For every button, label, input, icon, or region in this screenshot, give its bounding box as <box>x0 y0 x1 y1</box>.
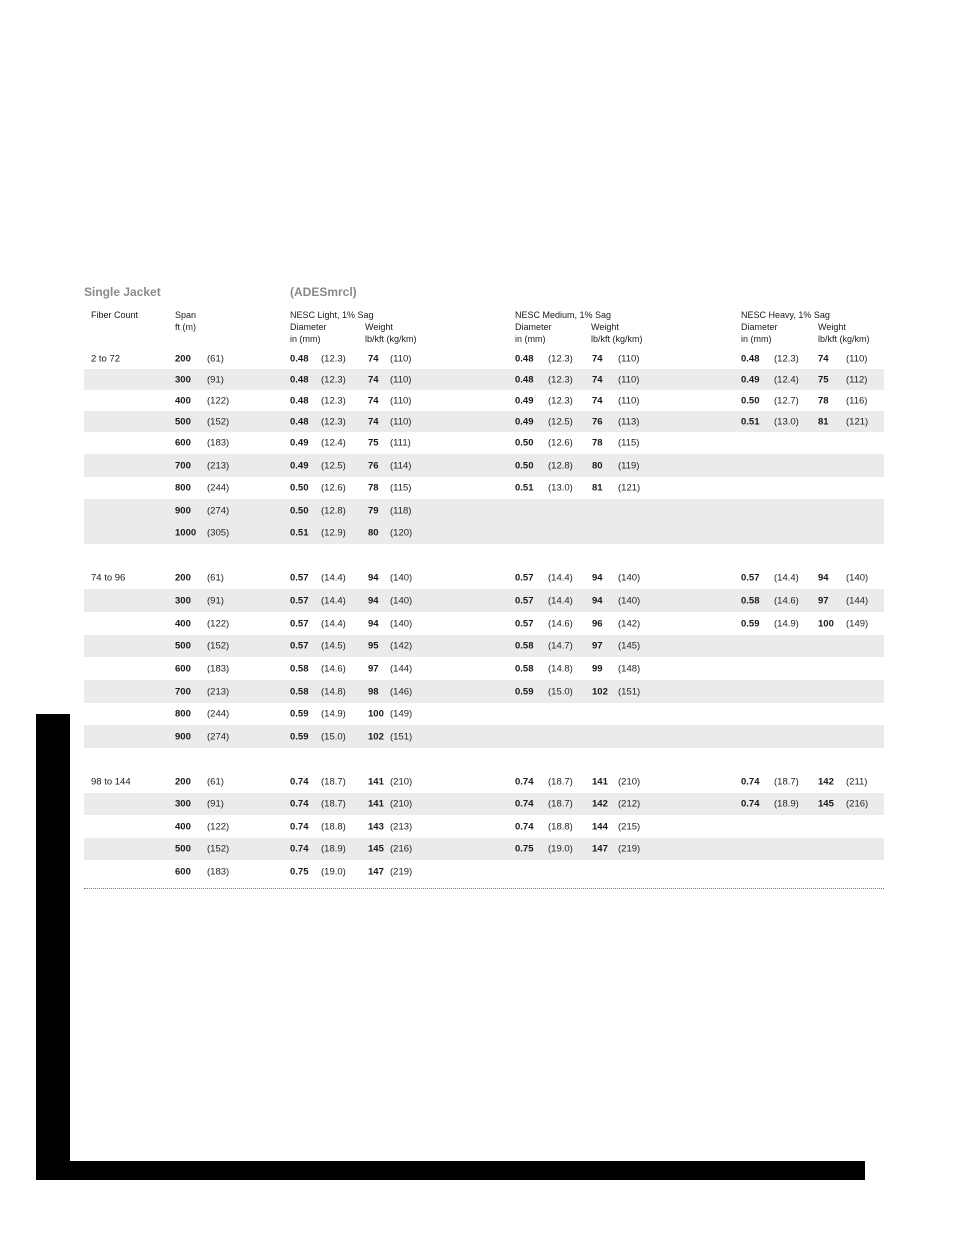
cell-light-weight-lb: 147 <box>368 866 384 877</box>
header-medium-title: NESC Medium, 1% Sag <box>515 310 612 320</box>
cell-light-weight-lb: 145 <box>368 843 384 855</box>
cell-medium-weight-lb: 76 <box>592 416 603 427</box>
cell-medium-weight-lb: 147 <box>592 843 608 855</box>
cell-light-weight-lb: 94 <box>368 595 379 606</box>
cell-heavy-diameter-in: 0.50 <box>741 395 760 406</box>
cell-light-weight-kg: (140) <box>390 595 413 606</box>
cell-span-ft: 600 <box>175 437 191 449</box>
cell-fiber-count: 74 to 96 <box>91 572 126 584</box>
cell-heavy-diameter-mm: (18.9) <box>774 798 799 810</box>
cell-medium-weight-kg: (110) <box>618 353 640 364</box>
header-heavy-title: NESC Heavy, 1% Sag <box>741 310 830 320</box>
cell-medium-weight-kg: (140) <box>618 572 641 584</box>
cell-light-diameter-in: 0.51 <box>290 527 309 539</box>
cell-span-m: (122) <box>207 821 230 832</box>
cell-light-diameter-in: 0.48 <box>290 353 309 364</box>
cell-light-diameter-mm: (12.8) <box>321 505 346 516</box>
cell-light-diameter-mm: (14.4) <box>321 572 346 584</box>
cell-light-weight-kg: (120) <box>390 527 413 539</box>
cell-light-diameter-mm: (14.4) <box>321 595 346 606</box>
cell-light-weight-kg: (110) <box>390 353 412 364</box>
cell-medium-weight-lb: 94 <box>592 595 603 606</box>
header-fiber-count: Fiber Count <box>91 310 139 320</box>
cell-heavy-diameter-in: 0.49 <box>741 374 760 385</box>
cell-span-m: (305) <box>207 527 230 539</box>
cell-light-diameter-in: 0.50 <box>290 505 309 516</box>
cell-medium-weight-lb: 97 <box>592 640 603 652</box>
decorative-bar-horizontal <box>36 1161 865 1180</box>
cell-medium-diameter-in: 0.50 <box>515 437 534 449</box>
cell-medium-weight-kg: (210) <box>618 776 641 788</box>
cell-medium-weight-kg: (148) <box>618 663 641 674</box>
cell-light-weight-lb: 143 <box>368 821 384 832</box>
cell-medium-diameter-mm: (14.7) <box>548 640 573 652</box>
cell-medium-weight-lb: 80 <box>592 460 603 471</box>
cell-medium-diameter-mm: (12.3) <box>548 353 573 364</box>
cell-medium-diameter-in: 0.49 <box>515 395 534 406</box>
cell-light-diameter-in: 0.58 <box>290 686 309 697</box>
cell-span-ft: 200 <box>175 353 191 364</box>
cell-heavy-diameter-in: 0.58 <box>741 595 760 606</box>
cell-heavy-weight-kg: (144) <box>846 595 869 606</box>
cell-span-m: (244) <box>207 482 230 494</box>
cell-medium-diameter-mm: (18.7) <box>548 798 573 810</box>
cable-code: (ADESmrcl) <box>290 285 357 299</box>
cell-span-ft: 500 <box>175 416 191 427</box>
cell-medium-diameter-in: 0.75 <box>515 843 534 855</box>
cell-medium-weight-lb: 94 <box>592 572 603 584</box>
cell-span-m: (244) <box>207 708 230 720</box>
cell-medium-diameter-in: 0.74 <box>515 776 534 788</box>
cell-light-diameter-mm: (14.9) <box>321 708 346 720</box>
cell-light-diameter-mm: (18.7) <box>321 798 346 810</box>
cell-span-ft: 1000 <box>175 527 197 539</box>
cell-light-diameter-mm: (12.3) <box>321 395 346 406</box>
cell-light-diameter-mm: (18.7) <box>321 776 346 788</box>
cell-light-weight-lb: 141 <box>368 798 384 810</box>
cell-light-diameter-mm: (12.3) <box>321 374 346 385</box>
cell-span-ft: 400 <box>175 821 191 832</box>
cell-medium-weight-lb: 74 <box>592 353 603 364</box>
cell-light-diameter-mm: (14.8) <box>321 686 346 697</box>
cell-light-diameter-in: 0.50 <box>290 482 309 494</box>
cell-medium-diameter-in: 0.57 <box>515 618 534 629</box>
cell-light-diameter-in: 0.57 <box>290 595 309 606</box>
cell-light-weight-lb: 76 <box>368 460 379 471</box>
cell-light-diameter-mm: (12.3) <box>321 353 346 364</box>
cell-medium-diameter-in: 0.57 <box>515 595 534 606</box>
cell-medium-weight-kg: (212) <box>618 798 641 810</box>
table-row <box>84 725 884 748</box>
cell-medium-weight-kg: (215) <box>618 821 641 832</box>
header-medium-diameter: Diameter in (mm) <box>515 322 552 344</box>
table-row <box>84 477 884 499</box>
cell-light-diameter-mm: (14.4) <box>321 618 346 629</box>
cell-span-ft: 700 <box>175 460 191 471</box>
cell-light-weight-lb: 98 <box>368 686 379 697</box>
table-row <box>84 411 884 432</box>
cell-medium-diameter-mm: (19.0) <box>548 843 573 855</box>
cell-medium-diameter-mm: (14.6) <box>548 618 573 629</box>
cell-span-m: (61) <box>207 353 224 364</box>
cell-medium-weight-kg: (113) <box>618 416 640 427</box>
header-heavy-diameter: Diameter in (mm) <box>741 322 778 344</box>
cell-medium-weight-kg: (115) <box>618 437 640 449</box>
cell-heavy-diameter-in: 0.59 <box>741 618 760 629</box>
table-row <box>84 369 884 390</box>
cell-light-diameter-in: 0.59 <box>290 731 309 742</box>
table-row <box>84 748 884 771</box>
table-row <box>84 771 884 793</box>
cell-heavy-weight-kg: (149) <box>846 618 869 629</box>
table-row <box>84 793 884 815</box>
cell-light-diameter-mm: (14.6) <box>321 663 346 674</box>
cell-light-weight-lb: 102 <box>368 731 384 742</box>
table-title: Single Jacket <box>84 285 161 299</box>
cell-span-m: (152) <box>207 843 230 855</box>
cell-light-diameter-mm: (12.3) <box>321 416 346 427</box>
table-row <box>84 703 884 725</box>
cell-span-ft: 900 <box>175 505 191 516</box>
cell-light-diameter-mm: (12.9) <box>321 527 346 539</box>
cell-medium-diameter-mm: (18.8) <box>548 821 573 832</box>
table-row <box>84 454 884 477</box>
cell-light-diameter-in: 0.57 <box>290 618 309 629</box>
cell-light-weight-lb: 74 <box>368 353 379 364</box>
cell-heavy-weight-lb: 100 <box>818 618 834 629</box>
cell-medium-weight-kg: (145) <box>618 640 641 652</box>
table-row <box>84 860 884 883</box>
cell-medium-weight-lb: 99 <box>592 663 603 674</box>
cell-span-ft: 300 <box>175 798 191 810</box>
cell-heavy-diameter-mm: (14.6) <box>774 595 799 606</box>
table-row <box>84 348 884 369</box>
cell-heavy-diameter-mm: (12.3) <box>774 353 799 364</box>
cell-span-m: (91) <box>207 595 224 606</box>
cell-light-diameter-mm: (12.6) <box>321 482 346 494</box>
cell-medium-diameter-mm: (12.6) <box>548 437 573 449</box>
table-row <box>84 680 884 703</box>
cell-heavy-diameter-mm: (18.7) <box>774 776 799 788</box>
cell-light-weight-kg: (110) <box>390 416 412 427</box>
table-row <box>84 635 884 657</box>
cell-span-m: (183) <box>207 866 230 877</box>
cell-light-weight-kg: (210) <box>390 798 413 810</box>
cell-light-diameter-mm: (15.0) <box>321 731 346 742</box>
cell-span-m: (61) <box>207 776 224 788</box>
cell-medium-diameter-in: 0.58 <box>515 640 534 652</box>
cell-span-ft: 400 <box>175 618 191 629</box>
cell-span-m: (122) <box>207 618 230 629</box>
cell-light-diameter-in: 0.74 <box>290 798 309 810</box>
cell-light-diameter-in: 0.57 <box>290 640 309 652</box>
table-row <box>84 390 884 411</box>
cell-medium-diameter-in: 0.51 <box>515 482 534 494</box>
cell-span-m: (122) <box>207 395 230 406</box>
header-light-title: NESC Light, 1% Sag <box>290 310 374 320</box>
cell-light-weight-lb: 75 <box>368 437 379 449</box>
cell-medium-diameter-mm: (12.3) <box>548 395 573 406</box>
cell-medium-diameter-mm: (14.4) <box>548 572 573 584</box>
table-header <box>84 309 884 347</box>
cell-medium-weight-lb: 74 <box>592 374 603 385</box>
cell-heavy-weight-kg: (116) <box>846 395 868 406</box>
cell-light-weight-lb: 79 <box>368 505 379 516</box>
cell-fiber-count: 2 to 72 <box>91 353 121 364</box>
cell-span-ft: 700 <box>175 686 191 697</box>
cell-medium-weight-lb: 141 <box>592 776 608 788</box>
cell-medium-diameter-in: 0.74 <box>515 821 534 832</box>
table-row <box>84 432 884 454</box>
cell-span-m: (183) <box>207 437 230 449</box>
cell-light-weight-lb: 78 <box>368 482 379 494</box>
cell-medium-diameter-mm: (12.8) <box>548 460 573 471</box>
cell-medium-weight-kg: (110) <box>618 374 640 385</box>
cell-light-diameter-mm: (14.5) <box>321 640 346 652</box>
cell-heavy-weight-lb: 78 <box>818 395 829 406</box>
cell-medium-diameter-mm: (12.5) <box>548 416 573 427</box>
cell-heavy-weight-kg: (110) <box>846 353 868 364</box>
header-light-weight: Weight lb/kft (kg/km) <box>365 322 417 344</box>
cell-span-m: (183) <box>207 663 230 674</box>
cell-light-weight-kg: (151) <box>390 731 413 742</box>
cell-fiber-count: 98 to 144 <box>91 776 131 788</box>
cell-medium-weight-lb: 102 <box>592 686 608 697</box>
cell-light-weight-kg: (110) <box>390 395 412 406</box>
cell-light-weight-kg: (146) <box>390 686 413 697</box>
cell-light-weight-lb: 97 <box>368 663 379 674</box>
table-row <box>84 838 884 860</box>
header-medium-weight: Weight lb/kft (kg/km) <box>591 322 643 344</box>
cell-medium-weight-kg: (140) <box>618 595 641 606</box>
cell-light-weight-lb: 74 <box>368 395 379 406</box>
cell-span-m: (91) <box>207 374 224 385</box>
cell-light-diameter-in: 0.48 <box>290 395 309 406</box>
cell-heavy-weight-kg: (112) <box>846 374 868 385</box>
cell-heavy-diameter-in: 0.74 <box>741 798 760 810</box>
cell-span-ft: 200 <box>175 776 191 788</box>
cell-medium-diameter-mm: (14.8) <box>548 663 573 674</box>
cell-span-ft: 600 <box>175 663 191 674</box>
cell-light-diameter-in: 0.48 <box>290 416 309 427</box>
cell-heavy-weight-kg: (121) <box>846 416 869 427</box>
header-span: Span ft (m) <box>175 310 197 332</box>
cell-light-weight-kg: (140) <box>390 572 413 584</box>
cell-light-weight-kg: (115) <box>390 482 412 494</box>
cell-heavy-weight-kg: (211) <box>846 776 868 788</box>
cell-heavy-weight-lb: 142 <box>818 776 834 788</box>
cell-medium-diameter-mm: (13.0) <box>548 482 573 494</box>
cell-light-weight-kg: (210) <box>390 776 413 788</box>
cell-light-diameter-in: 0.49 <box>290 437 309 449</box>
cell-light-diameter-in: 0.57 <box>290 572 309 584</box>
cell-span-m: (213) <box>207 460 230 471</box>
cell-medium-weight-lb: 78 <box>592 437 603 449</box>
cell-medium-weight-kg: (219) <box>618 843 641 855</box>
cell-medium-weight-kg: (110) <box>618 395 640 406</box>
cell-medium-diameter-in: 0.59 <box>515 686 534 697</box>
cell-medium-weight-lb: 81 <box>592 482 603 494</box>
cell-medium-diameter-in: 0.49 <box>515 416 534 427</box>
cell-medium-weight-lb: 74 <box>592 395 603 406</box>
cell-light-diameter-in: 0.75 <box>290 866 309 877</box>
cell-span-ft: 800 <box>175 708 191 720</box>
cell-heavy-weight-lb: 145 <box>818 798 834 810</box>
cell-light-weight-lb: 100 <box>368 708 384 720</box>
cell-light-weight-lb: 94 <box>368 618 379 629</box>
cell-span-m: (274) <box>207 731 230 742</box>
cell-medium-diameter-in: 0.50 <box>515 460 534 471</box>
cell-light-weight-lb: 80 <box>368 527 379 539</box>
cell-light-weight-kg: (144) <box>390 663 413 674</box>
cell-heavy-weight-kg: (140) <box>846 572 869 584</box>
cell-medium-weight-lb: 142 <box>592 798 608 810</box>
cell-heavy-diameter-mm: (14.4) <box>774 572 799 584</box>
cell-span-m: (152) <box>207 416 230 427</box>
cell-light-weight-kg: (114) <box>390 460 412 471</box>
cell-medium-weight-kg: (142) <box>618 618 641 629</box>
cell-medium-diameter-mm: (12.3) <box>548 374 573 385</box>
cell-light-weight-kg: (118) <box>390 505 412 516</box>
cell-span-ft: 400 <box>175 395 191 406</box>
cell-medium-weight-kg: (151) <box>618 686 641 697</box>
cell-light-weight-lb: 74 <box>368 374 379 385</box>
cell-heavy-diameter-in: 0.57 <box>741 572 760 584</box>
cell-light-diameter-mm: (18.8) <box>321 821 346 832</box>
cell-span-ft: 500 <box>175 640 191 652</box>
decorative-bar-vertical <box>36 714 70 1180</box>
table-row <box>84 544 884 567</box>
spec-table <box>84 348 884 883</box>
cell-light-diameter-in: 0.59 <box>290 708 309 720</box>
cell-light-weight-kg: (213) <box>390 821 413 832</box>
cell-medium-diameter-in: 0.48 <box>515 353 534 364</box>
cell-span-m: (274) <box>207 505 230 516</box>
cell-light-weight-kg: (111) <box>390 437 411 449</box>
cell-heavy-weight-lb: 81 <box>818 416 829 427</box>
cell-span-ft: 300 <box>175 595 191 606</box>
cell-heavy-weight-lb: 74 <box>818 353 829 364</box>
cell-light-weight-lb: 94 <box>368 572 379 584</box>
cell-medium-diameter-in: 0.57 <box>515 572 534 584</box>
cell-heavy-diameter-mm: (12.4) <box>774 374 799 385</box>
cell-span-m: (152) <box>207 640 230 652</box>
cell-span-ft: 800 <box>175 482 191 494</box>
cell-heavy-diameter-in: 0.48 <box>741 353 760 364</box>
cell-medium-diameter-in: 0.48 <box>515 374 534 385</box>
header-light-diameter: Diameter in (mm) <box>290 322 327 344</box>
cell-span-ft: 500 <box>175 843 191 855</box>
cell-heavy-weight-lb: 94 <box>818 572 829 584</box>
table-row <box>84 657 884 680</box>
cell-medium-diameter-mm: (14.4) <box>548 595 573 606</box>
table-row <box>84 567 884 589</box>
cell-light-weight-kg: (219) <box>390 866 413 877</box>
cell-medium-weight-kg: (121) <box>618 482 641 494</box>
table-row <box>84 589 884 612</box>
cell-light-weight-kg: (140) <box>390 618 413 629</box>
cell-light-weight-lb: 141 <box>368 776 384 788</box>
cell-heavy-diameter-in: 0.51 <box>741 416 760 427</box>
cell-light-diameter-in: 0.49 <box>290 460 309 471</box>
cell-medium-diameter-in: 0.74 <box>515 798 534 810</box>
cell-light-weight-kg: (216) <box>390 843 413 855</box>
cell-medium-diameter-mm: (18.7) <box>548 776 573 788</box>
cell-light-weight-kg: (142) <box>390 640 413 652</box>
cell-light-weight-kg: (149) <box>390 708 413 720</box>
table-row <box>84 499 884 522</box>
cell-span-ft: 900 <box>175 731 191 742</box>
cell-light-diameter-in: 0.74 <box>290 776 309 788</box>
cell-medium-diameter-mm: (15.0) <box>548 686 573 697</box>
cell-medium-weight-lb: 144 <box>592 821 608 832</box>
cell-light-diameter-mm: (12.4) <box>321 437 346 449</box>
cell-light-weight-lb: 74 <box>368 416 379 427</box>
header-heavy-weight: Weight lb/kft (kg/km) <box>818 322 870 344</box>
cell-light-diameter-mm: (12.5) <box>321 460 346 471</box>
cell-medium-diameter-in: 0.58 <box>515 663 534 674</box>
cell-heavy-weight-lb: 75 <box>818 374 829 385</box>
cell-heavy-diameter-mm: (13.0) <box>774 416 799 427</box>
cell-heavy-weight-kg: (216) <box>846 798 869 810</box>
cell-span-ft: 600 <box>175 866 191 877</box>
cell-light-diameter-in: 0.48 <box>290 374 309 385</box>
cell-heavy-weight-lb: 97 <box>818 595 829 606</box>
cell-light-diameter-in: 0.58 <box>290 663 309 674</box>
cell-span-m: (61) <box>207 572 224 584</box>
cell-medium-weight-kg: (119) <box>618 460 640 471</box>
cell-span-m: (91) <box>207 798 224 810</box>
cell-span-m: (213) <box>207 686 230 697</box>
cell-light-weight-kg: (110) <box>390 374 412 385</box>
table-bottom-rule <box>84 888 884 889</box>
cell-light-diameter-in: 0.74 <box>290 821 309 832</box>
cell-light-diameter-mm: (19.0) <box>321 866 346 877</box>
cell-heavy-diameter-in: 0.74 <box>741 776 760 788</box>
cell-light-weight-lb: 95 <box>368 640 379 652</box>
cell-medium-weight-lb: 96 <box>592 618 603 629</box>
cell-span-ft: 300 <box>175 374 191 385</box>
cell-heavy-diameter-mm: (14.9) <box>774 618 799 629</box>
table-row <box>84 522 884 544</box>
cell-heavy-diameter-mm: (12.7) <box>774 395 799 406</box>
cell-light-diameter-in: 0.74 <box>290 843 309 855</box>
cell-span-ft: 200 <box>175 572 191 584</box>
cell-light-diameter-mm: (18.9) <box>321 843 346 855</box>
table-row <box>84 815 884 838</box>
table-row <box>84 612 884 635</box>
